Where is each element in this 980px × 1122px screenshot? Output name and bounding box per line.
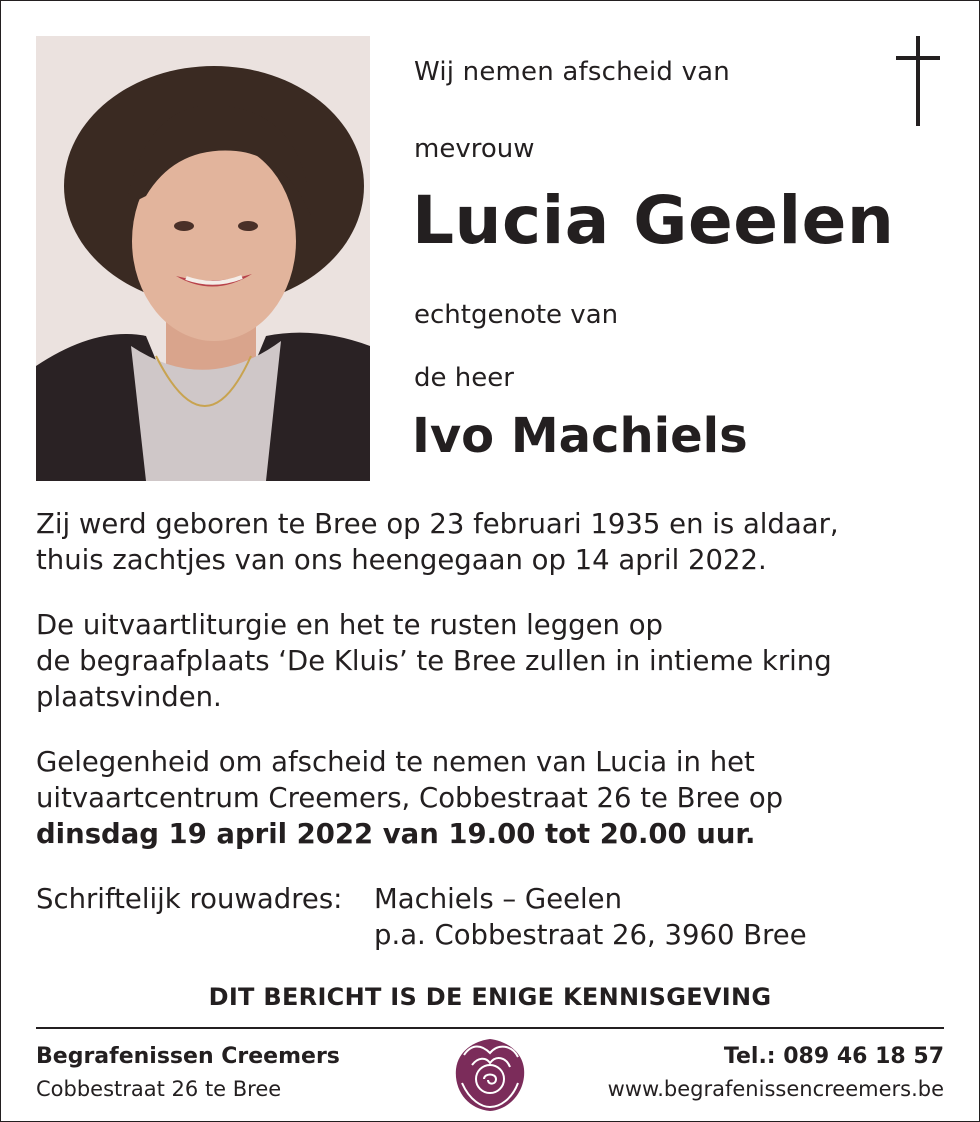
mourning-address	[374, 881, 807, 953]
paragraph-line: uitvaartcentrum Creemers, Cobbestraat 26 te Bree op	[36, 782, 784, 814]
paragraph-line: Zij werd geboren te Bree op 23 februari 1935 en is aldaar,	[36, 508, 839, 540]
intro-text: Wij nemen afscheid van	[414, 57, 730, 87]
rose-logo-icon	[452, 1035, 528, 1115]
address-line-2: p.a. Cobbestraat 26, 3960 Bree	[374, 919, 807, 951]
visitation-date: dinsdag 19 april 2022 van 19.00 tot 20.00 uur.	[36, 818, 756, 850]
paragraph-line: plaatsvinden.	[36, 681, 222, 713]
funeral-paragraph	[36, 607, 936, 715]
phone-number: Tel.: 089 46 18 57	[723, 1044, 944, 1069]
sole-notice: DIT BERICHT IS DE ENIGE KENNISGEVING	[208, 983, 772, 1011]
paragraph-line: de begraafplaats ‘De Kluis’ te Bree zullen in intieme kring	[36, 645, 832, 677]
spouse-title: de heer	[414, 363, 514, 393]
paragraph-line: De uitvaartliturgie en het te rusten leggen op	[36, 609, 664, 641]
portrait-photo	[36, 36, 370, 481]
paragraph-line: Gelegenheid om afscheid te nemen van Lucia in het	[36, 746, 755, 778]
birth-death-paragraph	[36, 506, 936, 578]
paragraph-line: thuis zachtjes van ons heengegaan op 14 april 2022.	[36, 544, 767, 576]
footer-divider	[36, 1027, 944, 1029]
spouse-name: Ivo Machiels	[412, 408, 748, 464]
address-line-1: Machiels – Geelen	[374, 883, 623, 915]
cross-icon	[896, 36, 940, 126]
deceased-title: mevrouw	[414, 134, 535, 164]
deceased-name: Lucia Geelen	[412, 182, 895, 259]
visitation-paragraph	[36, 744, 936, 852]
relation-text: echtgenote van	[414, 300, 619, 330]
funeral-home-name: Begrafenissen Creemers	[36, 1044, 340, 1069]
address-label: Schriftelijk rouwadres:	[36, 883, 343, 915]
funeral-home-address: Cobbestraat 26 te Bree	[36, 1077, 282, 1101]
website-link[interactable]: www.begrafenissencreemers.be	[607, 1077, 944, 1101]
